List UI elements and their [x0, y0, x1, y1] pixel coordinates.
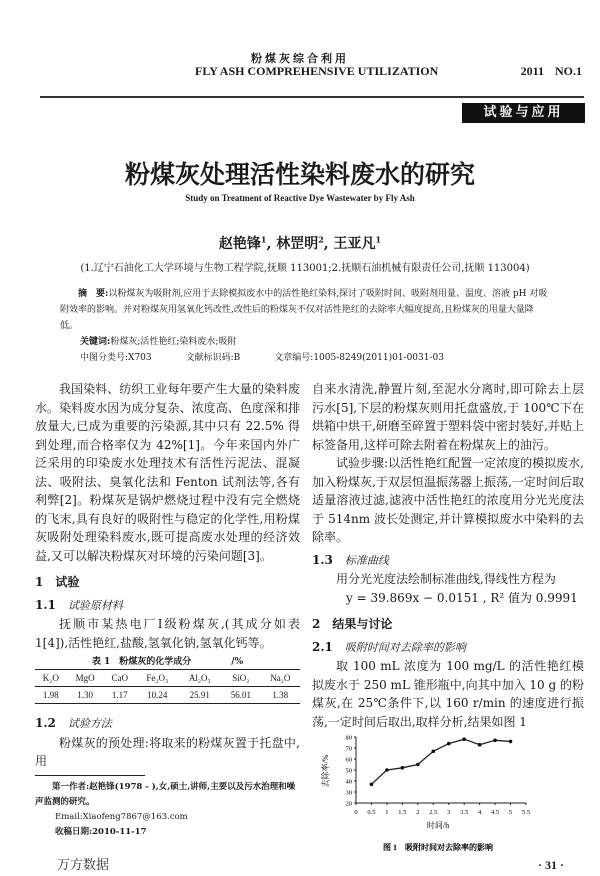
article-number: 文章编号:1005-8249(2011)01-0031-03	[274, 353, 444, 363]
y-axis-label: 去除率/%	[321, 754, 330, 788]
article-title: 粉煤灰处理活性染料废水的研究	[124, 160, 475, 189]
table-header-cell: Na₂O	[270, 673, 291, 683]
author: 林罡明	[276, 236, 319, 252]
pretreatment-text: 自来水清洗,静置片刻,至泥水分离时,即可除去上层污水[5],下层的粉煤灰则用托盘盛放,于 100℃下在烘箱中烘干,研磨至碎置于塑料袋中密封装好,并贴上标签备用,这样可除去附着在粉煤灰上的油污。	[312, 382, 584, 452]
affiliation: (1.辽宁石油化工大学环境与生物工程学院,抚顺 113001;2.抚顺石油机械有限责任公司,抚顺 113004)	[80, 263, 530, 274]
right-column	[312, 380, 584, 873]
table-header-row	[35, 670, 300, 687]
table-header-cell: K₂O	[42, 673, 59, 683]
author-aff: 1	[375, 234, 382, 245]
section-number: 1.2	[35, 716, 56, 730]
data-point	[493, 739, 497, 743]
article-title-en: Study on Treatment of Reactive Dye Wastewater by Fly Ash	[185, 193, 415, 203]
data-point	[431, 750, 435, 754]
table-cell: 1.98	[42, 690, 59, 700]
y-tick-label: 80	[345, 734, 352, 742]
data-point	[478, 743, 482, 747]
x-tick-label: 2	[416, 809, 420, 816]
data-point	[462, 737, 466, 741]
section-number: 2.1	[312, 639, 333, 654]
author-aff: 1	[260, 234, 267, 245]
table-cell: 1.30	[77, 690, 93, 700]
front-matter	[45, 262, 565, 366]
page-number: · 31 ·	[537, 858, 564, 872]
data-point	[370, 783, 374, 787]
equation: y = 39.869x − 0.0151 , R² 值为 0.9991	[346, 590, 578, 605]
section-1-1-heading	[35, 596, 300, 616]
doc-code: 文献标识码:B	[185, 353, 241, 363]
data-point	[509, 740, 513, 744]
section-1-3-heading	[312, 551, 584, 571]
x-tick-label: 1.5	[398, 809, 407, 816]
keywords	[80, 334, 565, 350]
author: 王亚凡	[333, 236, 376, 252]
left-column	[35, 380, 300, 873]
section-title: 试验原材料	[67, 598, 123, 612]
x-tick-label: 0.5	[367, 809, 376, 816]
issue-number: 2011 NO.1	[520, 64, 582, 78]
x-tick-label: 3.5	[460, 809, 469, 816]
procedure-text: 试验步骤:以活性艳红配置一定浓度的模拟废水,加入粉煤灰,于双层恒温振荡器上振荡,一定时间后取适量溶液过滤,滤液中活性艳红的浓度用分光光度法于 514nm 波长处测定,并计算模拟废水中染料的去除率。	[312, 456, 584, 544]
classification	[80, 350, 565, 366]
x-tick-label: 1	[385, 809, 389, 816]
chart-caption: 图 1 吸附时间对去除率的影响	[383, 843, 493, 852]
section-title: 吸附时间对去除率的影响	[344, 640, 466, 654]
keywords-label: 关键词:	[80, 337, 111, 347]
table-cell: 1.38	[272, 690, 289, 700]
data-point	[385, 768, 389, 772]
series-line	[371, 739, 510, 784]
y-tick-label: 30	[345, 789, 352, 797]
removal-rate-chart	[318, 731, 538, 856]
abstract	[60, 286, 550, 334]
table-header-cell: CaO	[111, 673, 129, 683]
footnote-author: 第一作者:赵艳锋(1978 - ),女,硕士,讲师,主要以及污水治理和噪声监测的研究。	[35, 781, 296, 807]
table-cell: 25.91	[189, 690, 210, 700]
method-text: 粉煤灰的预处理:将取来的粉煤灰置于托盘中,用	[35, 735, 300, 768]
y-tick-label: 40	[345, 778, 352, 786]
footnote-received: 收稿日期:2010-11-17	[55, 826, 147, 837]
watermark: 万方数据	[57, 857, 110, 873]
y-tick-label: 20	[345, 800, 352, 808]
x-tick-label: 2.5	[429, 809, 438, 816]
materials-text: 抚顺市某热电厂Ⅰ级粉煤灰,(其成分如表 1[4]),活性艳红,盐酸,氢氧化钠,氢氧化钙等。	[35, 617, 300, 650]
x-tick-label: 3	[447, 809, 451, 816]
keywords-text: 粉煤灰;活性艳红;染料废水;吸附	[110, 337, 237, 347]
author: 赵艳锋	[218, 236, 261, 252]
section-number: 1.3	[312, 552, 333, 567]
y-tick-label: 60	[345, 756, 352, 764]
section-1-heading: 1 试验	[35, 575, 80, 589]
table-cell: 1.17	[111, 690, 128, 700]
data-point	[401, 766, 405, 770]
curve-text: 用分光光度法绘制标准曲线,得线性方程为	[336, 572, 556, 586]
x-tick-label: 5	[508, 809, 513, 816]
table-header-cell: MgO	[75, 673, 95, 683]
table-cell: 56.01	[230, 690, 251, 700]
section-badge: 试验与应用	[462, 103, 585, 123]
x-axis-label: 时间/h	[426, 821, 450, 830]
section-title: 标准曲线	[344, 553, 389, 567]
x-tick-label: 0	[354, 809, 358, 816]
table-header-cell: Fe₂O₃	[146, 673, 169, 683]
data-point	[416, 763, 420, 767]
time-effect-text: 取 100 mL 浓度为 100 mg/L 的活性艳红模拟废水于 250 mL 锥形瓶中,向其中加入 10 g 的粉煤灰,在 25℃条件下,以 160 r/min 的速度进行振荡,一定时间后取出,取样分析,结果如图 1	[312, 659, 584, 729]
table-header-cell: Al₂O₃	[188, 673, 211, 683]
table-cell: 10.24	[147, 690, 168, 700]
y-tick-label: 50	[345, 767, 352, 775]
footnote-rule	[35, 775, 145, 776]
abstract-label: 摘 要:	[78, 289, 109, 299]
journal-name-en: FLY ASH COMPREHENSIVE UTILIZATION	[195, 64, 439, 78]
abstract-text: 以粉煤灰为吸附剂,应用于去除模拟废水中的活性艳红染料,探讨了吸附时间、吸附剂用量、温度、溶液 pH 对吸附效率的影响。并对粉煤灰用氢氧化钙改性,改性后的粉煤灰不仅对活性艳红的去除率大幅度提高,且粉煤灰的用量大量降低。	[60, 289, 548, 331]
footnote-email: Email:Xiaofeng7867@163.com	[55, 811, 188, 822]
section-number: 1.1	[35, 597, 56, 612]
table-caption-text: 表 1 粉煤灰的化学成分	[91, 657, 192, 667]
header-rule	[40, 96, 584, 98]
section-2-heading: 2 结果与讨论	[312, 617, 393, 631]
composition-table	[35, 669, 300, 704]
journal-name-cn: 粉煤灰综合利用	[251, 52, 349, 65]
x-tick-label: 4	[478, 809, 482, 816]
authors: 赵艳锋$^1$, 林罡明$^2$, 王亚凡$^1$	[218, 234, 382, 252]
table-header-cell: SiO₂	[232, 673, 250, 683]
section-title: 试验方法	[67, 717, 112, 730]
intro-paragraph: 我国染料、纺织工业每年要产生大量的染料废水。染料废水因为成分复杂、浓度高、色度深和排放量大,已成为重要的污染源,其中只有 22.5% 得到处理,而合格率仅为 42%[1]。今年来国内外广泛采用的印染废水处理技术有活性污泥法、混凝法、吸附法、臭氧化法和 Fenton 试剂法等,各有利弊[2]。粉煤灰是锅炉燃烧过程中没有完全燃烧的飞末,具有良好的吸附性与稳定的化学性,用粉煤灰吸附处理染料废水,既可提高废水处理的经济效益,又可以解决粉煤灰对环境的污染问题[3]。	[35, 382, 300, 563]
y-tick-label: 70	[345, 745, 352, 753]
section-2-1-heading	[312, 638, 584, 658]
x-tick-label: 5.5	[521, 809, 531, 816]
clc-number: 中图分类号:X703	[80, 353, 152, 363]
table-row	[35, 687, 300, 704]
x-tick-label: 4.5	[491, 809, 500, 816]
section-1-2-heading	[35, 714, 300, 734]
table-unit: /%	[231, 657, 244, 667]
author-aff: 2	[318, 234, 324, 245]
table-caption	[35, 654, 300, 667]
data-point	[447, 742, 451, 746]
